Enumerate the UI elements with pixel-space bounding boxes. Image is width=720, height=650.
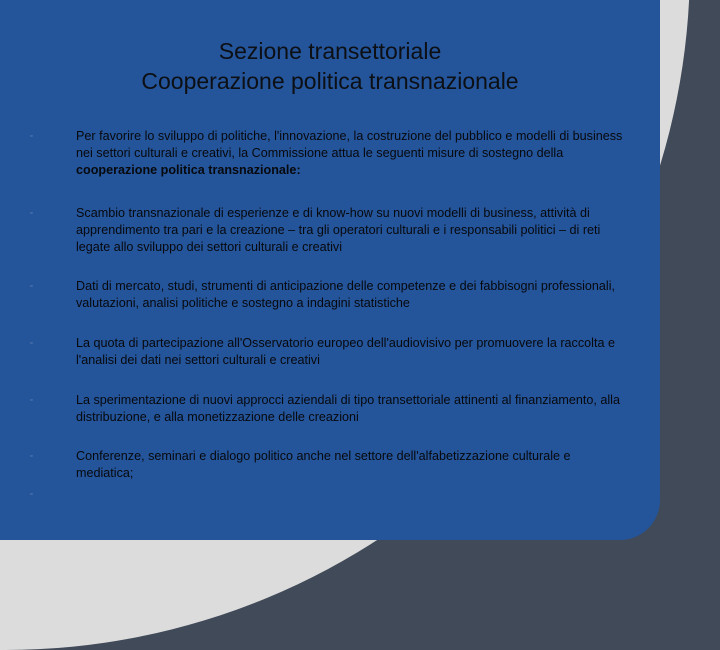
bold-phrase: cooperazione politica transnazionale: xyxy=(76,163,301,177)
list-item-text: Conferenze, seminari e dialogo politico anche nel settore dell'alfabetizzazione culturale e mediatica; xyxy=(76,449,571,480)
list-item-text: La quota di partecipazione all'Osservatorio europeo dell'audiovisivo per promuovere la raccolta e l'analisi dei dati nei settori culturali e creativi xyxy=(76,336,615,367)
bullet-icon: ▫ xyxy=(30,133,33,140)
bullet-icon: ▫ xyxy=(30,491,33,498)
title-line-1: Sezione transettoriale xyxy=(218,38,442,64)
bullet-icon: ▫ xyxy=(30,340,33,347)
slide-title xyxy=(90,36,570,96)
list-item-text: Dati di mercato, studi, strumenti di anticipazione delle competenze e dei fabbisogni professionali, valutazioni, analisi politiche e sostegno a indagini statistiche xyxy=(76,279,616,310)
list-item-text: Scambio transnazionale di esperienze e di know-how su nuovi modelli di business, attività di apprendimento tra pari e la creazione – tra gli operatori culturali e i responsabili politici – di reti legate allo sviluppo dei settori culturali e creativi xyxy=(76,206,601,254)
list-item-text: La sperimentazione di nuovi approcci aziendali di tipo transettoriale attinenti al finanziamento, alla distribuzione, e alla monetizzazione delle creazioni xyxy=(76,393,620,424)
bullet-icon: ▫ xyxy=(30,283,33,290)
list-item-text: Per favorire lo sviluppo di politiche, l'innovazione, la costruzione del pubblico e modelli di business nei settori culturali e creativi, la Commissione attua le seguenti misure di sostegno della cooperazione politica transnazionale: xyxy=(76,129,623,177)
bullet-icon: ▫ xyxy=(30,210,33,217)
title-line-2: Cooperazione politica transnazionale xyxy=(141,68,519,94)
bullet-icon: ▫ xyxy=(30,453,33,460)
bullet-icon: ▫ xyxy=(30,397,33,404)
